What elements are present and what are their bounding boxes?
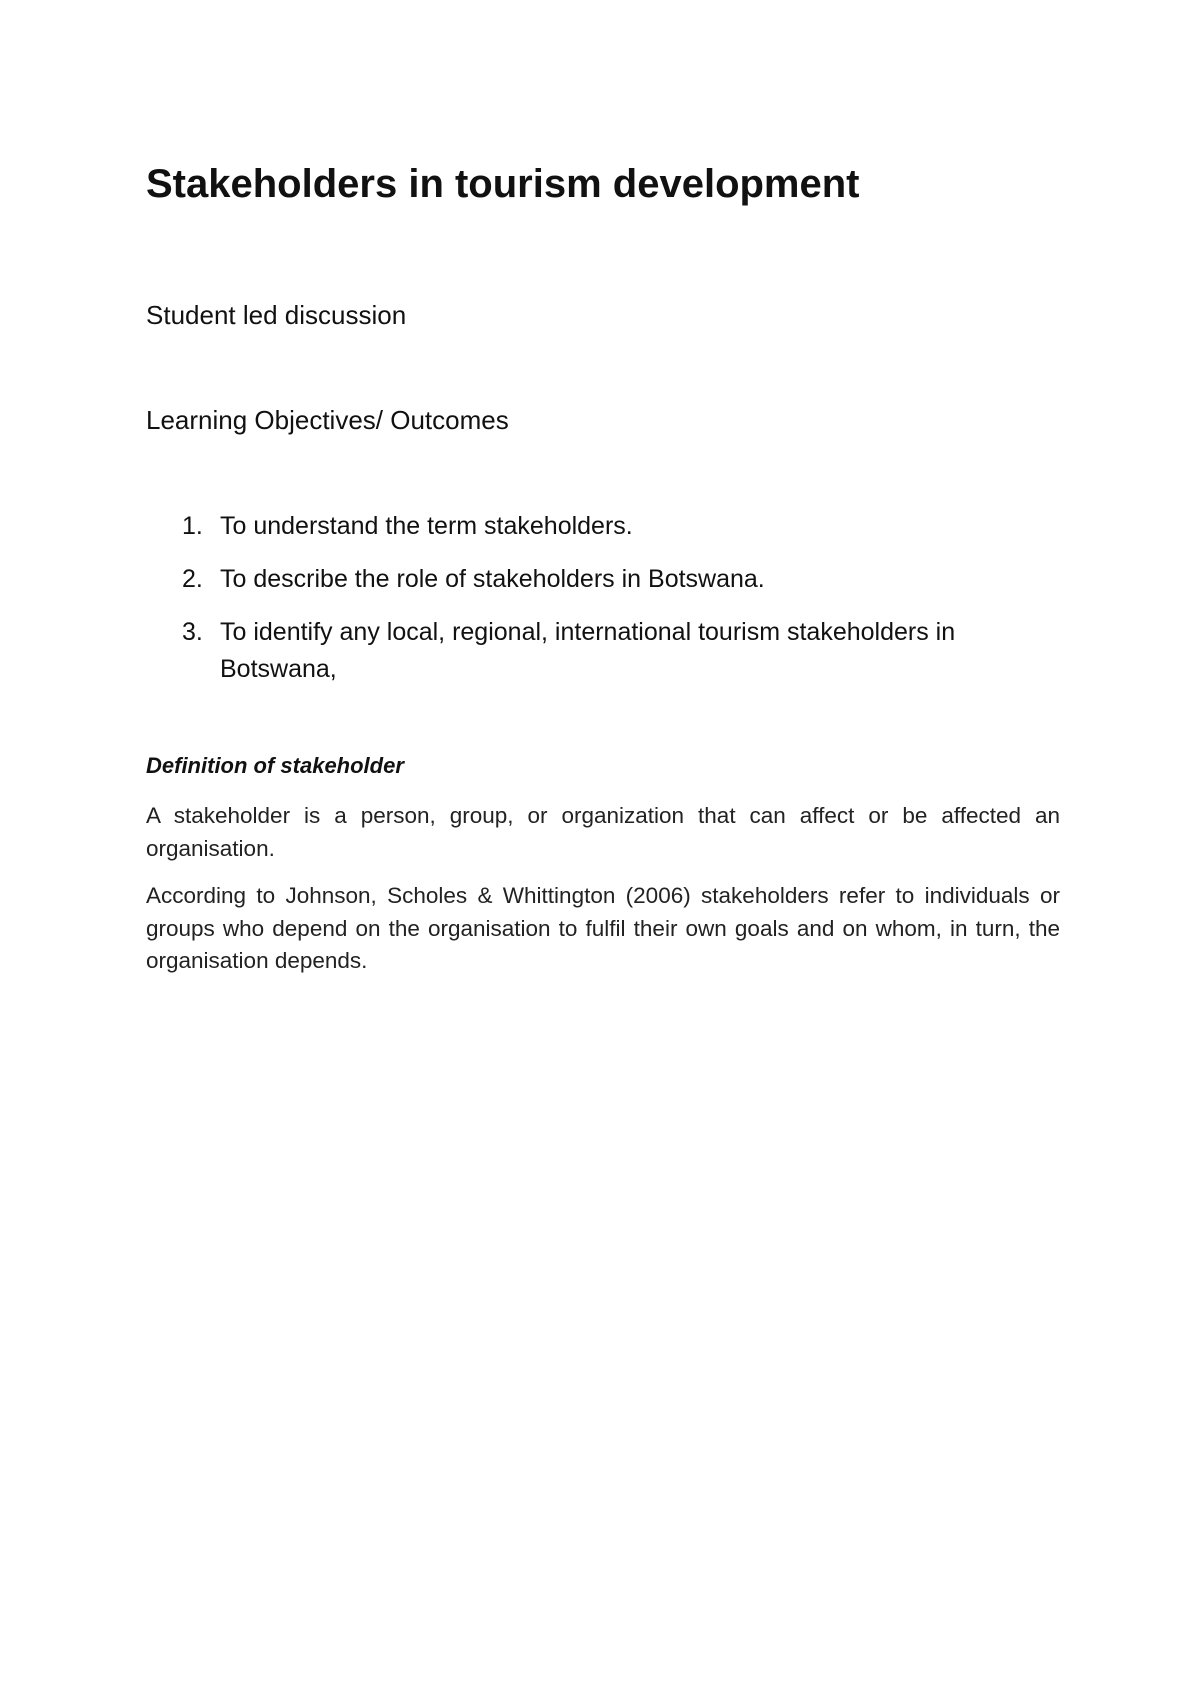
objective-number: 3.	[182, 618, 203, 646]
objective-number: 2.	[182, 565, 203, 593]
objective-item	[146, 561, 1060, 598]
objective-text: To describe the role of stakeholders in Botswana.	[220, 565, 765, 593]
objectives-heading: Learning Objectives/ Outcomes	[146, 405, 509, 435]
document-title: Stakeholders in tourism development	[146, 162, 860, 206]
document-subtitle: Student led discussion	[146, 300, 407, 330]
definition-heading: Definition of stakeholder	[146, 753, 404, 778]
objective-text: To understand the term stakeholders.	[220, 512, 633, 540]
objectives-list	[146, 508, 1060, 704]
definition-paragraph: A stakeholder is a person, group, or organization that can affect or be affected an organisation.	[146, 803, 1060, 861]
objective-item	[146, 508, 1060, 545]
objective-number: 1.	[182, 512, 203, 540]
objective-item	[146, 614, 1060, 688]
citation-paragraph: According to Johnson, Scholes & Whittington (2006) stakeholders refer to individuals or groups who depend on the organisation to fulfil their own goals and on whom, in turn, the organisation depends.	[146, 883, 1060, 973]
objective-text: To identify any local, regional, international tourism stakeholders in Botswana,	[220, 618, 956, 683]
